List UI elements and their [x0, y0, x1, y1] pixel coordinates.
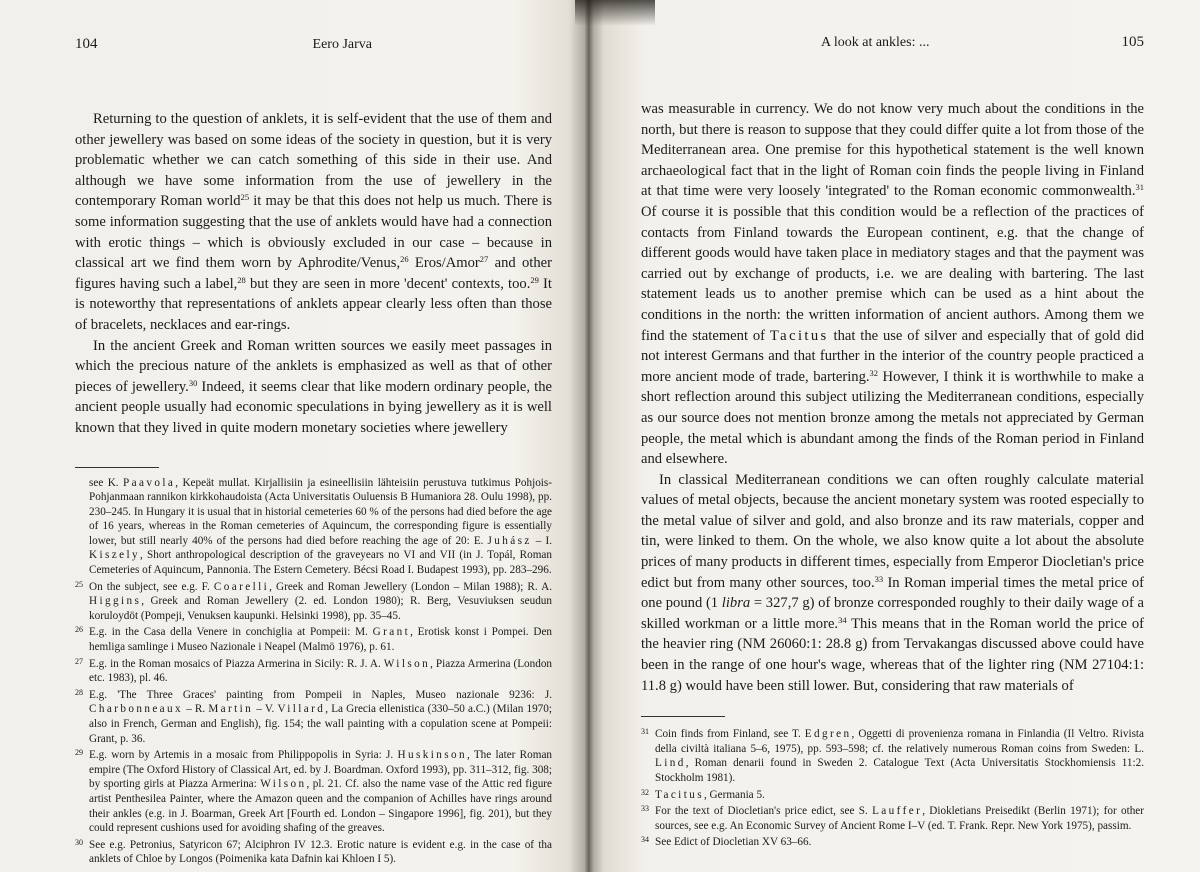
text-run: , Piazza Armerina (London etc. 1983), pl. 46. [89, 657, 553, 685]
footnote-31 [641, 727, 1144, 785]
footnote-mark: 26 [75, 625, 83, 635]
paragraph [75, 109, 552, 336]
author-name: Villard [277, 703, 326, 716]
text-run: , pl. 21. Cf. also the name vase of the Attic red figure artist Penthesilea Painter, where the Amazon queen and the companion of Achilles have rings around their ankles (e.g. in J. Boarman, Greek Art [Fourth ed. London – Singapore 1996], fig. 201), but they could represent cushions used for avoiding shafing of the greaves. [89, 778, 552, 835]
author-name: Wilson [260, 778, 307, 791]
text-run: and other figures having such a label, [75, 255, 552, 292]
running-title: Eero Jarva [312, 37, 372, 52]
footnote-mark: 30 [75, 837, 83, 847]
text-run: , Germania 5. [703, 788, 765, 801]
footnote-25 [75, 580, 552, 624]
footnote-mark: 25 [75, 579, 83, 589]
text-run: E.g. 'The Three Graces' painting from Pompeii in Naples, Museo nazionale 9236: J. [89, 688, 552, 701]
text-run: , Oggetti di provenienza romana in Finlandia (Il Veltro. Rivista della civiltà italiana 5–6, 1975), pp. 593–598; cf. the relatively numerous Roman coins from Sweden: L. [655, 728, 1145, 755]
footnote-33 [641, 804, 1144, 833]
text-run: , Diokletians Preisedikt (Berlin 1971); for other sources, see e.g. An Economic Survey of Ancient Rome I–V (ed. T. Frank. Repr. New York 1975), passim. [655, 805, 1144, 832]
footnote-continuation [75, 476, 552, 578]
footnote-ref: 28 [237, 274, 246, 285]
running-title: A look at ankles: ... [821, 35, 930, 50]
author-name: Tacitus [655, 788, 704, 801]
left-footnotes [75, 476, 552, 867]
author-name: Juhász [487, 534, 532, 547]
paragraph [75, 336, 552, 439]
footnote-mark: 27 [75, 656, 83, 666]
text-run: Of course it is possible that this condition would be a reflection of the practices of contacts from Finland towards the European continent, e.g. that the change of different goods would have taken place in mediatory stages and that the payment was carried out by exchange of products, i.e. we are dealing with bartering. The last statement leads us to another premise which can be used as a hint about the conditions in the north: the written information of ancient authors. Among them we find the statement of [641, 203, 1144, 344]
text-run: but they are seen in more 'decent' contexts, too. [245, 275, 531, 292]
footnote-26 [75, 625, 552, 654]
text-run: that the use of silver and especially that of gold did not interest Germans and that further in the interior of the country people practiced a more ancient mode of trade, bartering. [641, 327, 1144, 385]
text-run: In Roman imperial times the metal price of one pound (1 [641, 574, 1145, 612]
author-name: Huskinson [397, 749, 467, 762]
footnote-ref: 34 [838, 614, 847, 625]
footnote-mark: 31 [641, 727, 649, 737]
footnote-mark: 34 [641, 835, 649, 845]
author-name: Edgren [804, 728, 852, 741]
text-run: – I. [531, 534, 552, 547]
author-name: Martin [208, 703, 254, 716]
left-page-header [75, 36, 552, 53]
footnote-mark: 33 [641, 804, 649, 814]
paragraph [641, 99, 1144, 470]
text-run: , Short anthropological description of the graveyears no VI and VII (in J. Topál, Roman Cemeteries of Aquincum, Pannonia. The Estern Cemetery. Bécsi Road I. Budapest 1993), pp. 283–296. [89, 549, 552, 577]
author-name: Coarelli [213, 580, 270, 593]
footnote-rule [75, 467, 159, 468]
text-run: On the subject, see e.g. F. [89, 580, 214, 593]
right-body-text [641, 99, 1144, 696]
footnote-34 [641, 835, 1144, 850]
text-run: , Greek and Roman Jewellery (London – Milan 1988); R. A. [269, 580, 552, 593]
footnote-ref: 33 [874, 573, 884, 584]
author-name: Lauffer [872, 805, 923, 818]
text-run: However, I think it is worthwhile to make a short reflection around this subject utilizing the Mediterranean conditions, especially as our source does not mention bronze among the metals not appreciated by German people, the metal which is abundant among the finds of the Roman period in Finland and elsewhere. [641, 368, 1144, 468]
author-name: Tacitus [769, 327, 829, 344]
text-run: , The later Roman empire (The Oxford History of Classical Art, ed. by J. Boardman. Oxford 1993), pp. 311–312, fig. 308; by sporting girls at Piazza Armerina: [89, 749, 553, 791]
text-run: In the ancient Greek and Roman written sources we easily meet passages in which the precious nature of the anklets is emphasized as well as that of other pieces of jewellery. [75, 337, 552, 395]
paragraph [641, 470, 1144, 697]
text-run: Returning to the question of anklets, it is self-evident that the use of them and other jewellery was based on some ideas of the society in question, but it is very problematic whether we can catch something of this side in their use. And although we have some information from the use of jewellery in the contemporary Roman world [75, 111, 552, 210]
text-run: , Kepeät mullat. Kirjallisiin ja esineellisiin lähteisiin perustuva tutkimus Pohjois-Pohjanmaan rannikon kirkkohaudoista (Acta Universitatis Ouluensis B Humaniora 28. Oulu 1998), pp. 230–245. In Hungary it is usual that in historial cemeteries 60 % of the persons had died before the age of 16 years, whereas in the Roman cemeteries of Aquincum, the corresponding figure is essentially lower, but still nearly 40% of the persons had died before reaching the age of 20: E. [89, 476, 552, 547]
text-run: , Greek and Roman Jewellery (2. ed. London 1980); R. Berg, Vesuviuksen seudun koruloydöt (Pompeji, Venuksen kaupunki. Helsinki 1998), pp. 35–45. [89, 595, 552, 622]
text-run: Coin finds from Finland, see T. [655, 728, 805, 741]
text-run: E.g. in the Roman mosaics of Piazza Armerina in Sicily: R. J. A. [89, 657, 384, 670]
footnote-30 [75, 838, 552, 867]
footnote-ref: 32 [869, 367, 879, 378]
footnote-27 [75, 657, 552, 686]
left-body-text [75, 109, 552, 439]
author-name: Higgins [89, 595, 142, 608]
author-name: Grant [372, 626, 411, 639]
text-run: For the text of Diocletian's price edict, see S. [655, 805, 873, 818]
text-run: , Roman denarii found in Sweden 2. Catalogue Text (Acta Universitatis Stockhomiensis 11:2. Stockholm 1981). [655, 757, 1144, 784]
author-name: Lind [655, 757, 686, 770]
footnote-ref: 30 [188, 377, 198, 388]
text-run: was measurable in currency. We do not know very much about the conditions in the north, but there is reason to suppose that they could differ quite a lot from those of the Mediterranean area. One premise for this hypothetical statement is the well known archaeological fact that in the light of Roman coin finds the people living in Finland at that time were very loosely 'integrated' to the Roman economic commonwealth. [641, 101, 1144, 200]
footnote-ref: 25 [240, 192, 250, 203]
right-page-header [641, 34, 1144, 51]
text-run: It is noteworthy that representations of anklets appear clearly less often than those of bracelets, necklaces and ear-rings. [75, 275, 552, 333]
text-run: E.g. worn by Artemis in a mosaic from Philippopolis in Syria: J. [89, 749, 398, 762]
footnote-28 [75, 688, 552, 746]
text-run: See Edict of Diocletian XV 63–66. [655, 836, 812, 849]
text-run: , La Grecia ellenistica (330–50 a.C.) (Milan 1970; also in French, German and English), fig. 154; the wall painting with a copulation scene at Pompeii: Grant, p. 36. [89, 703, 552, 745]
footnote-32 [641, 788, 1144, 803]
text-run: – V. [253, 703, 278, 716]
text-run: Eros/Amor [408, 255, 480, 272]
text-run: = 327,7 g) of bronze corresponded roughly to their daily wage of a skilled workman or a little more. [641, 595, 1144, 632]
footnote-ref: 27 [479, 254, 489, 265]
text-run: Indeed, it seems clear that like modern ordinary people, the ancient people usually had economic speculations in bying jewellery as it is well known that they lived in quite modern monetary societies where jewellery [75, 378, 552, 436]
text-run: See e.g. Petronius, Satyricon 67; Alciphron IV 12.3. Erotic nature is evident e.g. in the case of tha anklets of Chloe by Longos (Poimenika kata Dafnin kai Khloen I 5). [89, 838, 552, 866]
text-run: , Erotisk konst i Pompei. Den hemliga samlinge i Museo Nazionale i Neapel (Malmö 1976), p. 61. [89, 626, 552, 654]
author-name: Kiszely [89, 549, 140, 562]
page-number: 105 [1121, 34, 1144, 50]
italic-term: libra [721, 595, 751, 612]
footnote-ref: 26 [400, 254, 409, 265]
text-run: see K. [89, 476, 124, 489]
left-page [0, 0, 585, 872]
right-page [585, 0, 1200, 872]
footnote-29 [75, 748, 552, 836]
footnote-rule [641, 716, 725, 717]
page-number: 104 [75, 36, 98, 52]
footnote-ref: 31 [1135, 182, 1144, 193]
author-name: Charbonneaux [89, 703, 184, 716]
footnote-mark: 28 [75, 687, 83, 697]
text-run: it may be that this does not help us much. There is some information suggesting that the use of anklets would have had a connection with erotic things – which is obviously excluded in our case – because in classical art we find them worn by Aphrodite/Venus, [75, 193, 552, 272]
footnote-mark: 29 [75, 748, 83, 758]
author-name: Wilson [383, 657, 431, 670]
right-footnotes [641, 727, 1144, 850]
footnote-mark: 32 [641, 787, 649, 797]
text-run: This means that in the Roman world the price of the heavier ring (NM 26060:1: 28.8 g) from Tervakangas discussed above could have been in the range of one hour's wage, whereas that of the lighter ring (NM 27104:1: 11.8 g) would have been still lower. But, considering that raw materials of [641, 615, 1144, 694]
text-run: E.g. in the Casa della Venere in conchiglia at Pompeii: M. [89, 626, 373, 639]
author-name: Paavola [123, 476, 176, 489]
text-run: – R. [183, 703, 209, 716]
footnote-ref: 29 [530, 274, 539, 285]
text-run: In classical Mediterranean conditions we can often roughly calculate material values of metal objects, because the ancient monetary system was rooted especially to the metal value of silver and gold, and also bronze and its raw materials, copper and tin, were linked to them. On the whole, we also know quite a lot about the absolute prices of many products in different times, especially from Emperor Diocletian's price edict but from many other sources, too. [641, 471, 1144, 591]
